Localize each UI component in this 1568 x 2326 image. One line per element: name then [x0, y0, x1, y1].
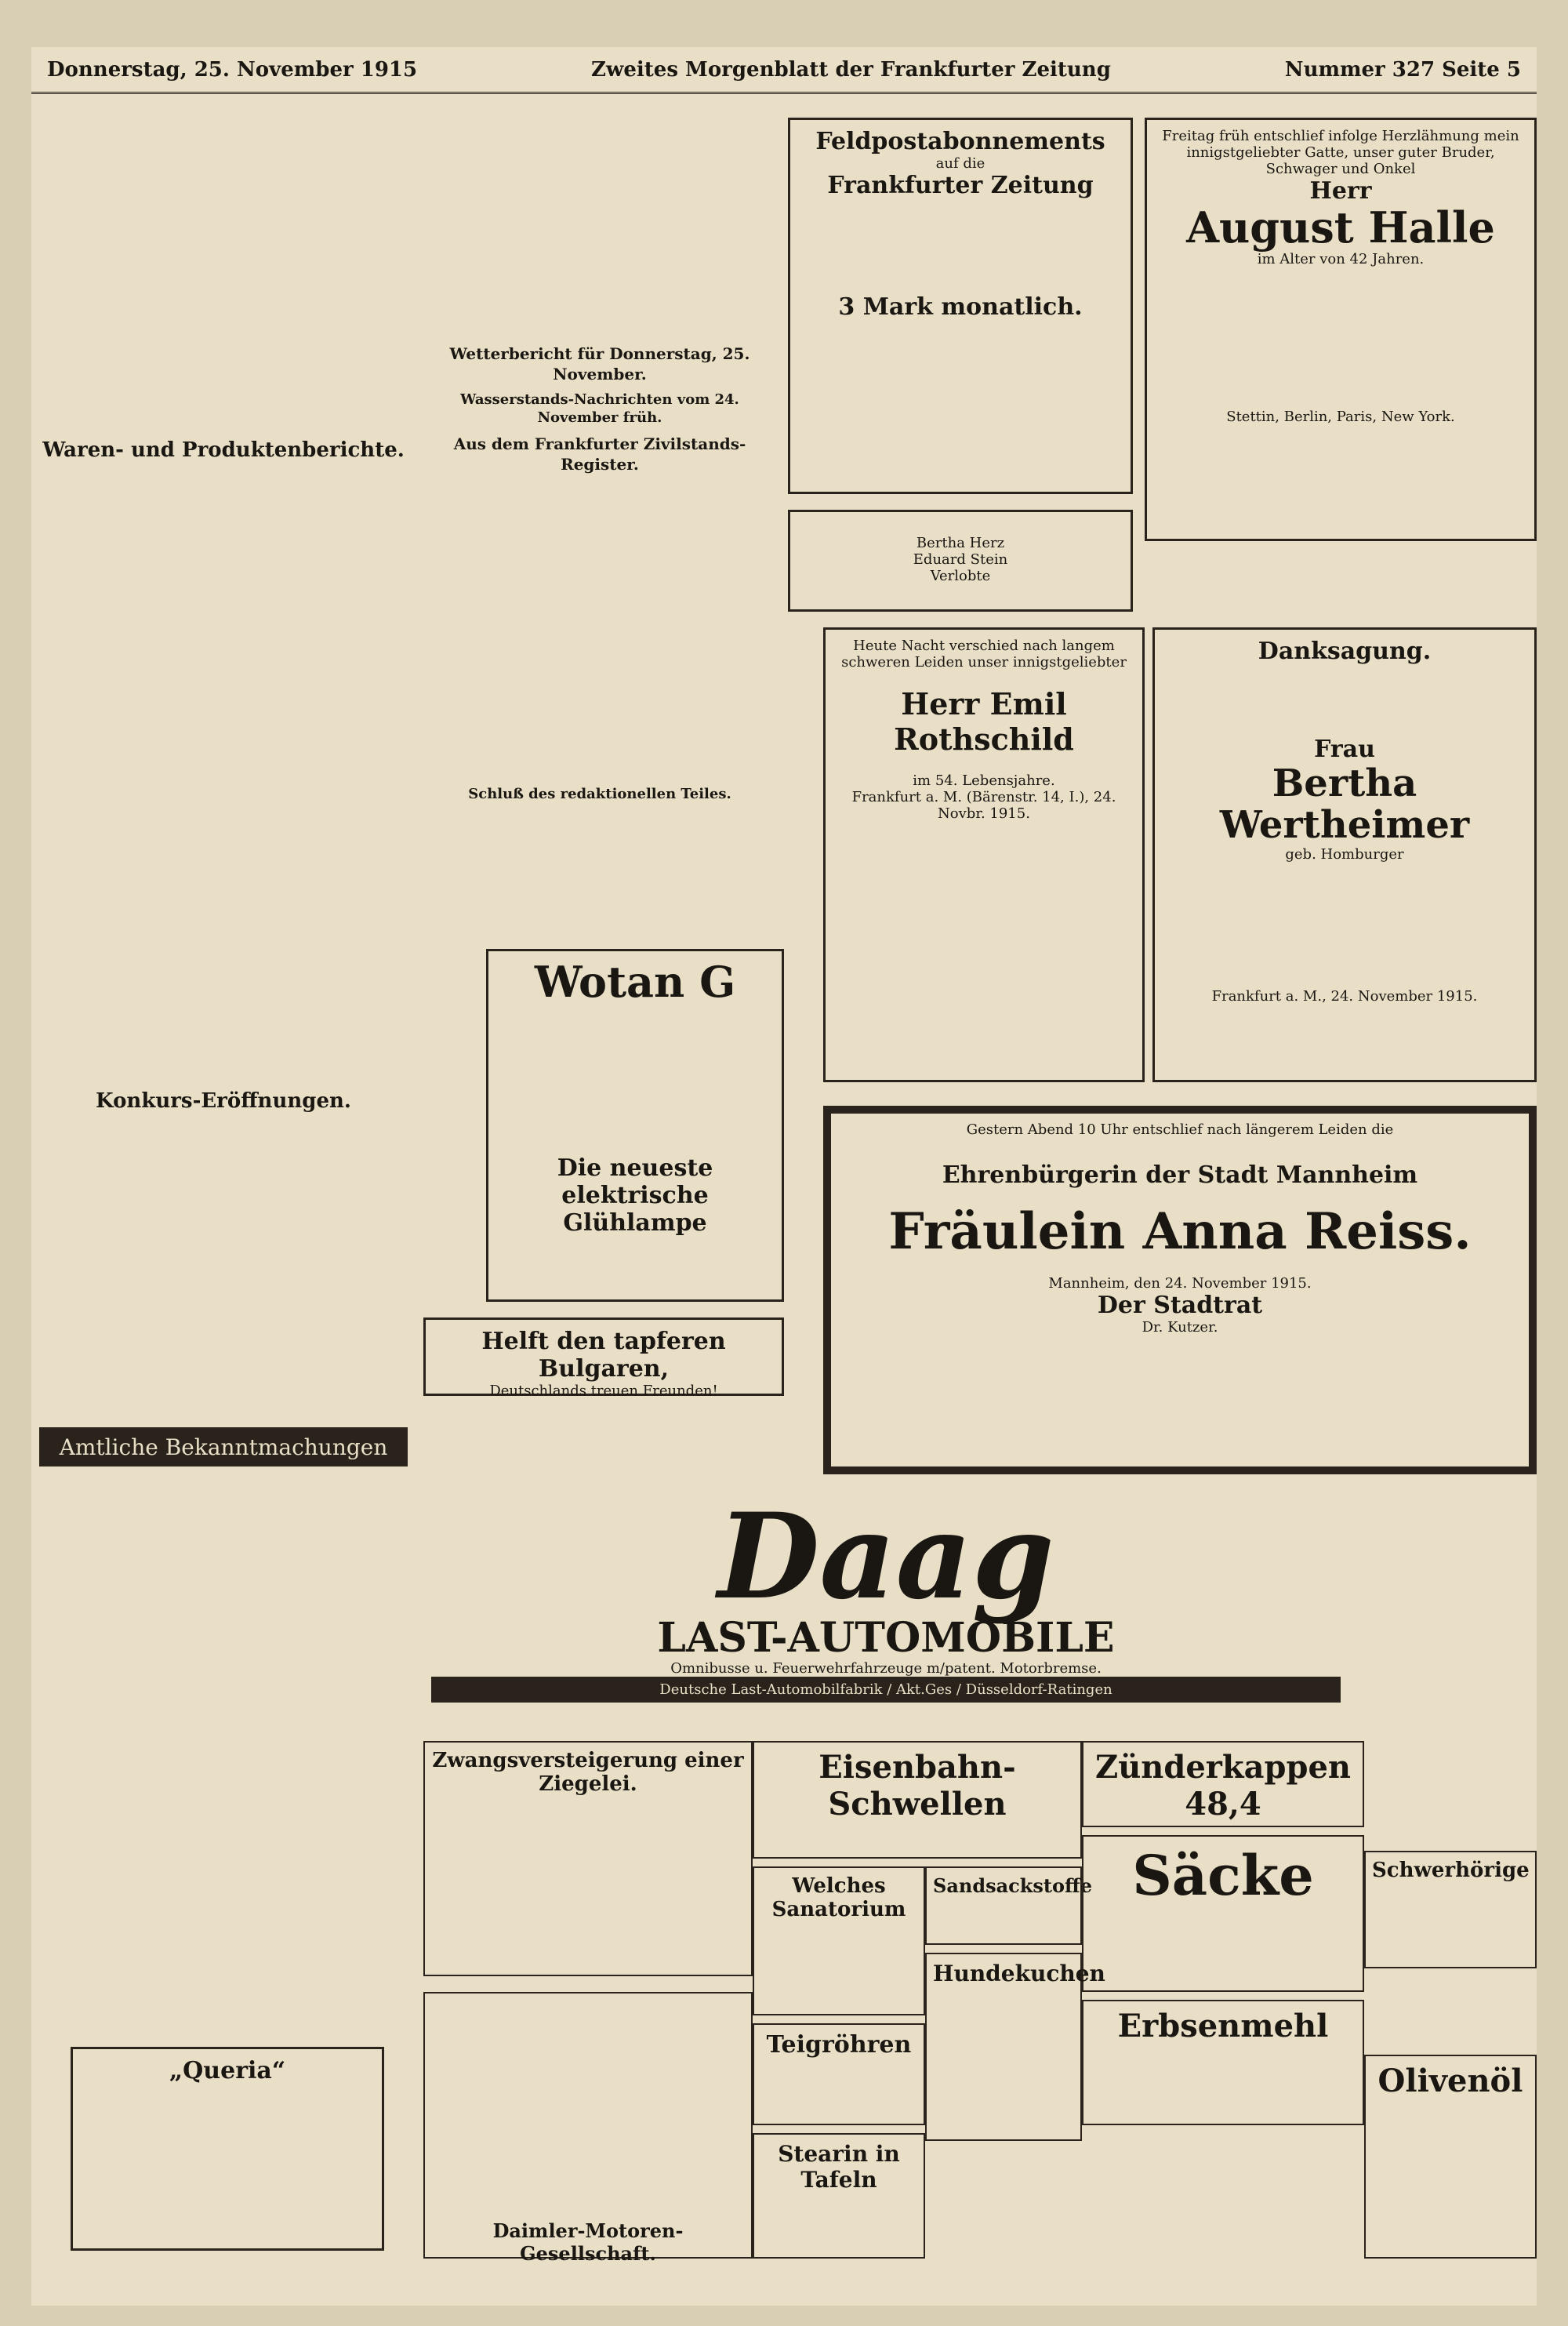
halle-intro: Freitag früh entschlief infolge Herzlähmung mein innigstgeliebter Gatte, unser guter Bruder, Schwager und Onkel [1162, 128, 1519, 177]
newspaper-page [31, 47, 1537, 2306]
bulgaren-sub: Deutschlands treuen Freunden! [489, 1383, 718, 1399]
queria-title: „Queria“ [169, 2057, 286, 2084]
danksagung-geb: geb. Homburger [1285, 845, 1404, 863]
queria-ad [71, 2047, 384, 2251]
header-title: Zweites Morgenblatt der Frankfurter Zeitung [591, 57, 1111, 82]
ad-12 [423, 1992, 753, 2265]
column-markets [39, 102, 408, 1514]
halle-herr: Herr [1309, 177, 1372, 205]
rothschild-name: Herr Emil Rothschild [894, 686, 1074, 757]
ad-12-title: Daimler-Motoren-Gesellschaft. [492, 2219, 684, 2265]
danksagung-name: Bertha Wertheimer [1219, 761, 1470, 847]
ad-8-title: Teigröhren [766, 2031, 912, 2059]
daag-brand: Daag [717, 1488, 1054, 1626]
reiss-date: Mannheim, den 24. November 1915. [1048, 1275, 1312, 1292]
ad-9 [753, 2133, 925, 2259]
halle-place: Stettin, Berlin, Paris, New York. [1226, 409, 1455, 426]
verlobung-ad [788, 510, 1133, 612]
daag-line: Omnibusse u. Feuerwehrfahrzeuge m/patent. Motorbremse. [670, 1660, 1102, 1677]
ad-11-title: Schwerhörige [1372, 1859, 1530, 1882]
feldpost-paper: Frankfurter Zeitung [827, 172, 1094, 199]
halle-name: August Halle [1186, 202, 1495, 253]
portrait-ad [1364, 1490, 1537, 1851]
feldpost-title: Feldpostabonnements [815, 128, 1105, 155]
ad-11 [1364, 1851, 1537, 1968]
feldpost-sub: auf die [935, 155, 985, 172]
wotan-slogan: Die neueste elektrische Glühlampe [557, 1154, 713, 1238]
zivil-text [419, 481, 780, 779]
ad-9-title: Stearin in Tafeln [778, 2141, 900, 2193]
ad-3 [1082, 1741, 1364, 1827]
wetter-title: Wetterbericht für Donnerstag, 25. November. [449, 344, 750, 383]
ad-1-title: Zwangsversteigerung einer Ziegelei. [432, 1749, 744, 1796]
feldpost-price: 3 Mark monatlich. [838, 293, 1083, 321]
wotan-brand: Wotan G [534, 957, 736, 1007]
halle-age: im Alter von 42 Jahren. [1257, 251, 1425, 268]
market-reports [39, 471, 408, 1082]
wotan-ad [486, 949, 784, 1302]
konkurs-title: Konkurs-Eröffnungen. [96, 1088, 351, 1113]
market-text [39, 102, 408, 431]
reiss-title: Ehrenbürgerin der Stadt Mannheim [942, 1161, 1418, 1189]
rothschild-intro: Heute Nacht verschied nach langem schweren Leiden unser innigstgeliebter [841, 638, 1127, 671]
ad-4 [925, 1866, 1092, 1945]
zivil-title: Aus dem Frankfurter Zivilstands-Register. [453, 434, 746, 474]
bulgaren-title: Helft den tapferen Bulgaren, [481, 1328, 726, 1383]
daag-ad [423, 1490, 1348, 1733]
ad-13-title: Welches Sanatorium [771, 1874, 906, 1921]
halle-notice [1145, 118, 1537, 541]
header-date: Donnerstag, 25. November 1915 [47, 57, 418, 82]
rothschild-place: Frankfurt a. M. (Bärenstr. 14, I.), 24. Novbr. 1915. [851, 789, 1116, 822]
daag-sub: LAST-AUTOMOBILE [657, 1614, 1115, 1662]
bulgaren-ad [423, 1317, 784, 1399]
wasser-title: Wasserstands-Nachrichten vom 24. November früh. [460, 391, 739, 427]
ad-2-title: Eisenbahn-Schwellen [818, 1749, 1016, 1823]
ad-10-title: Olivenöl [1377, 2063, 1523, 2099]
column-local [419, 102, 780, 1043]
danksagung-notice [1152, 627, 1537, 1082]
header-page: Nummer 327 Seite 5 [1284, 57, 1521, 82]
ad-8 [753, 2023, 925, 2125]
reiss-sign: Der Stadtrat [1097, 1292, 1263, 1320]
danksagung-frau: Frau [1314, 736, 1375, 763]
reiss-notice [823, 1106, 1537, 1474]
daag-company: Deutsche Last-Automobilfabrik / Akt.Ges / Düsseldorf-Ratingen [431, 1677, 1341, 1703]
ad-7-title: Erbsenmehl [1117, 2008, 1329, 2044]
ad-10 [1364, 2055, 1537, 2259]
danksagung-date: Frankfurt a. M., 24. November 1915. [1211, 987, 1478, 1005]
ad-13 [753, 1866, 925, 2015]
page-header [31, 47, 1537, 94]
rothschild-age: im 54. Lebensjahre. [913, 772, 1055, 789]
reiss-signer: Dr. Kutzer. [1142, 1319, 1218, 1336]
ad-5-title: Säcke [1132, 1843, 1314, 1908]
markets-title: Waren- und Produktenberichte. [42, 438, 405, 462]
reiss-intro: Gestern Abend 10 Uhr entschlief nach längerem Leiden die [966, 1121, 1394, 1138]
ad-4-title: Sandsackstoffe [933, 1874, 1092, 1897]
feldpost-ad [788, 118, 1133, 494]
verlobte-names: Bertha Herz Eduard Stein Verlobte [913, 535, 1008, 584]
ad-3-title: Zünderkappen 48,4 [1095, 1749, 1351, 1823]
lottery-table [419, 102, 780, 337]
danksagung-title: Danksagung. [1258, 638, 1432, 665]
ad-7 [1082, 2000, 1364, 2125]
ad-6 [925, 1953, 1105, 2141]
ad-2 [753, 1741, 1082, 1859]
ad-6-title: Hundekuchen [933, 1961, 1105, 1986]
amtlich-heading: Amtliche Bekanntmachungen [39, 1427, 408, 1466]
schluss-note: Schluß des redaktionellen Teiles. [468, 785, 731, 802]
ad-5 [1082, 1835, 1364, 1992]
reiss-name: Fräulein Anna Reiss. [888, 1202, 1472, 1261]
rothschild-notice [823, 627, 1145, 1082]
ad-1 [423, 1741, 753, 1976]
